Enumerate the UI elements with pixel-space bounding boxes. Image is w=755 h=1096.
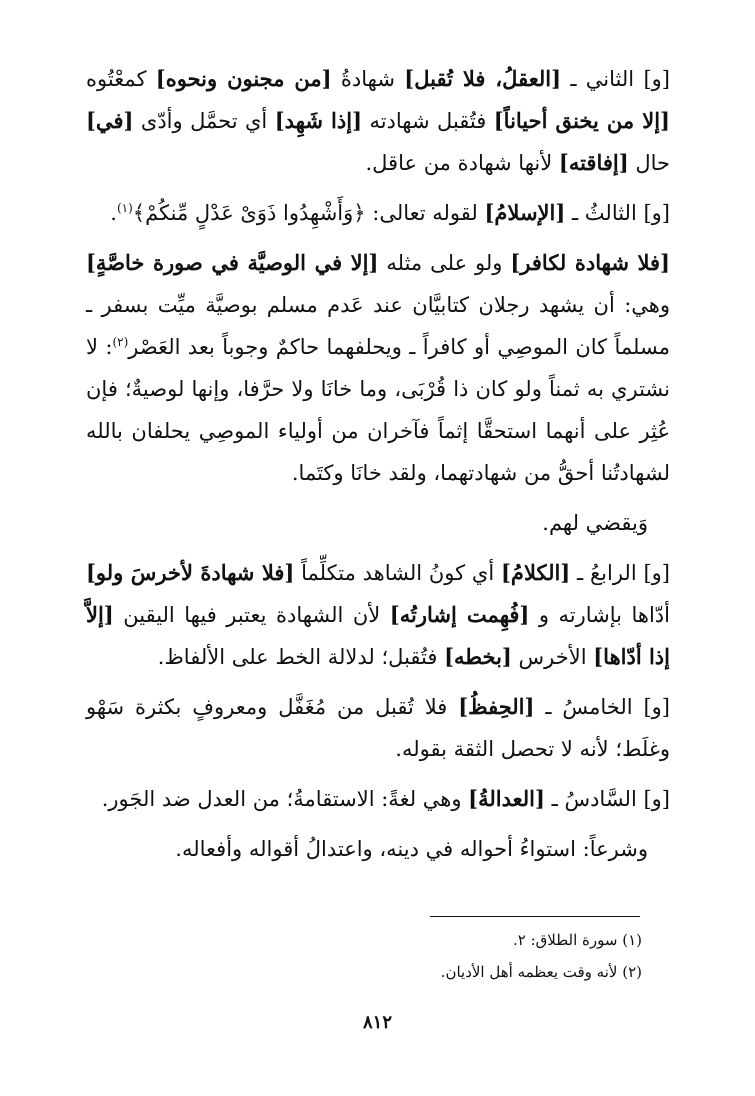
- commentary-text: [و] الثالثُ ـ: [565, 201, 670, 225]
- footnote-1: (١) سورة الطلاق: ٢.: [512, 931, 642, 949]
- commentary-text: ولو على مثله: [378, 251, 511, 275]
- paragraph-5: [86, 552, 670, 678]
- paragraph-3: [86, 242, 670, 494]
- commentary-text: أدّاها بإشارته و: [529, 603, 670, 627]
- footnote-2: (٢) لأنه وقت يعظمه أهل الأديان.: [440, 963, 642, 981]
- commentary-text: وهي: أن يشهد رجلان كتابيَّان عند عَدم مسلم بوصيَّة ميِّت بسفر ـ مسلماً كان الموصِي أو كافراً ـ ويحلفهما حاكمٌ وجوباً بعد العَصْر: [86, 293, 670, 359]
- commentary-text: حال: [628, 151, 670, 175]
- commentary-text: .: [110, 201, 117, 225]
- commentary-text: لقوله تعالى: ﴿وَأَشْهِدُوا ذَوَىْ عَدْلٍ مِّنكُمْ﴾: [132, 201, 485, 225]
- commentary-text: [و] السَّادسُ ـ: [544, 787, 670, 811]
- bold-matn-text: [بخطه]: [444, 644, 512, 669]
- commentary-text: أي تحمَّل وأدّى: [133, 109, 275, 133]
- bold-matn-text: [الإسلامُ]: [484, 200, 566, 225]
- bold-matn-text: [إلا من يخنق أحياناً]: [493, 108, 670, 133]
- commentary-text: أي كونُ الشاهد متكلِّماً: [294, 561, 501, 585]
- commentary-text: لأنها شهادة من عاقل.: [365, 151, 559, 175]
- commentary-text: [و] الخامسُ ـ: [534, 695, 670, 719]
- bold-matn-text: [الكلامُ]: [501, 560, 571, 585]
- paragraph-6: [86, 686, 670, 770]
- bold-matn-text: [فلا شهادة لكافر]: [510, 250, 670, 275]
- commentary-text: لأن الشهادة يعتبر فيها اليقين: [113, 603, 390, 627]
- bold-matn-text: [العدالةُ]: [468, 786, 545, 811]
- commentary-text: وَيقضي لهم.: [542, 511, 648, 535]
- bold-matn-text: [إلا في الوصيَّة في صورة خاصَّةٍ]: [86, 250, 379, 275]
- commentary-text: شهادةُ: [331, 67, 405, 91]
- footnote-ref: (٢): [112, 335, 129, 349]
- paragraph-1: [86, 58, 670, 184]
- commentary-text: وشرعاً: استواءُ أحواله في دينه، واعتدالُ أقواله وأفعاله.: [175, 837, 648, 861]
- commentary-text: وهي لغةً: الاستقامةُ؛ من العدل ضد الجَور.: [101, 787, 469, 811]
- main-text: [86, 58, 670, 878]
- paragraph-2: [86, 192, 670, 234]
- commentary-text: [و] الرابعُ ـ: [570, 561, 670, 585]
- bold-matn-text: [إذا شَهِد]: [274, 108, 362, 133]
- bold-matn-text: [فلا شهادةَ لأخرسَ ولو]: [86, 560, 295, 585]
- bold-matn-text: [إلاَّ إذا أدّاها]: [86, 602, 670, 669]
- commentary-text: : لا نشتري به ثمناً ولو كان ذا قُرْبَى، وما خانَا ولا حرَّفا، وإنها لوصيةٌ؛ فإن عُثِر على أنهما استحقَّا إثماً فآخران من أولياء الموصِي يحلفان بالله لشهادتُنا أحقُّ من شهادتهما، ولقد خانَا وكتَما.: [86, 335, 670, 485]
- bold-matn-text: [فُهِمت إشارتُه]: [389, 602, 530, 627]
- footnotes: [86, 924, 642, 988]
- footnote-divider: [430, 916, 640, 917]
- paragraph-8: [86, 828, 670, 870]
- footnote-ref: (١): [116, 201, 133, 215]
- commentary-text: الأخرس: [511, 645, 594, 669]
- bold-matn-text: [العقلُ، فلا تُقبل]: [404, 66, 562, 91]
- commentary-text: كمعْتُوه: [86, 67, 156, 91]
- paragraph-4: [86, 502, 670, 544]
- commentary-text: فتُقبل؛ لدلالة الخط على الألفاظ.: [157, 645, 445, 669]
- commentary-text: فتُقبل شهادته: [362, 109, 494, 133]
- page-number: ٨١٢: [362, 1012, 392, 1033]
- bold-matn-text: [إفاقته]: [558, 150, 629, 175]
- paragraph-7: [86, 778, 670, 820]
- bold-matn-text: [من مجنون ونحوه]: [155, 66, 332, 91]
- commentary-text: فلا تُقبل من مُغَفَّل ومعروفٍ بكثرة سَهْو وغلَط؛ لأنه لا تحصل الثقة بقوله.: [86, 695, 670, 761]
- bold-matn-text: [الحِفظُ]: [458, 694, 535, 719]
- commentary-text: [و] الثاني ـ: [561, 67, 670, 91]
- bold-matn-text: [في]: [86, 108, 134, 133]
